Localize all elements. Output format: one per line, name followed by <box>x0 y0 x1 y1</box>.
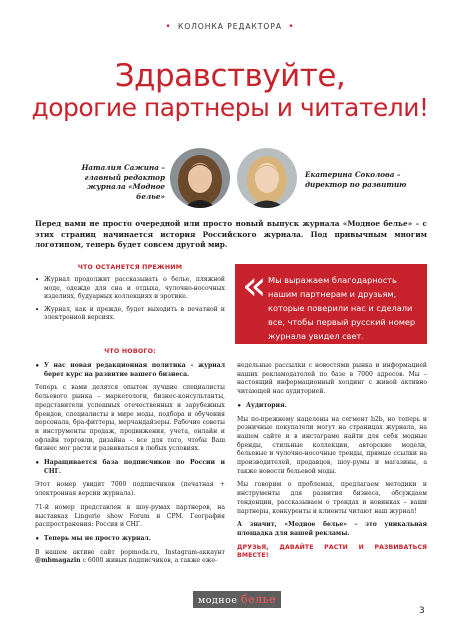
paragraph: Мы по-прежнему нацелены на сегмент b2b, но теперь и розничные покупатели могут на страницах журнала, на нашем сайте и в инстаграме найти для себя модные бренды, стильные коллекции, авторские модели, бельевые и чулочно-носочные тренды, прямые ссылки на производителей, продавцов, шоу-румы и магазины, а также новости бельевой моды. <box>237 415 427 475</box>
paragraph-text: с 6000 живых подписчиков, а также еже- <box>80 557 217 565</box>
editor-right-role: директор по развитию <box>305 179 407 189</box>
paragraph <box>35 549 225 566</box>
editor-right-name: Екатерина Соколова – <box>305 170 401 179</box>
section-title-remains: ЧТО ОСТАНЕТСЯ ПРЕЖНИМ <box>77 264 183 271</box>
rubric-label: КОЛОНКА РЕДАКТОРА <box>178 22 282 31</box>
lead-paragraph: Перед вами не просто очередной или просто новый выпуск журнала «Модное белье» – с этих страниц начинается история Российского журнала. Под привычным многим логотипом, теперь будет совсем другой мир. <box>35 219 427 249</box>
quote-mark-icon: « <box>242 263 267 309</box>
logo-word-2: белье <box>241 593 277 606</box>
right-column <box>237 362 427 566</box>
paragraph: Этот номер увидят 7000 подписчиков (печатная + электронная версии журнала). <box>35 481 225 498</box>
logo-word-1: модное <box>197 595 238 606</box>
magazine-logo <box>193 591 281 608</box>
editor-left-magazine: журнала «Модное белье» <box>87 182 165 201</box>
bullet-heading: • Теперь мы не просто журнал. <box>35 535 225 544</box>
bullet-heading: • Наращивается база подписчиков по России и СНГ. <box>35 459 225 476</box>
editor-left-caption <box>58 163 165 201</box>
editor-left-role: главный редактор <box>84 172 165 182</box>
page-headline <box>0 60 460 121</box>
editor-left-name: Наталия Сажина – <box>81 163 165 172</box>
quote-text: Мы выражаем благодарность нашим партнерам и друзьям, которые поверили нас и сделали все, чтобы первый русский номер журнала увидел свет. <box>268 275 416 341</box>
headline-line-1: Здравствуйте, <box>114 58 346 94</box>
editor-right-caption <box>305 170 415 189</box>
left-column <box>35 362 225 571</box>
bullet-dot-icon: • <box>165 22 172 32</box>
editor-left-photo <box>170 148 230 208</box>
instagram-handle: @mbmagazin <box>35 557 81 565</box>
remains-list <box>35 276 225 327</box>
bullet-heading: • Аудитория. <box>237 402 427 411</box>
list-item: • Журнал, как и прежде, будет выходить в печатной и электронной версиях. <box>35 306 225 323</box>
paragraph: Теперь с вами делятся опытом лучшие специалисты бельевого рынка – маркетологи, бизнес-консультанты, представители успешных отечественных и зарубежных брендов, специалисты в мире моды, подбора и обучения персонала, бра-фиттеры, мерчандайзеры. Рабочие советы и инструменты продаж, продвижения, учета, онлайн и офлайн торговли, дизайна – все для того, чтобы Ваш бизнес мог расти и развиваться в любых условиях. <box>35 384 225 453</box>
paragraph-emphasis: А значит, «Модное белье» – это уникальная площадка для вашей рекламы. <box>237 521 427 537</box>
page-number: 3 <box>419 606 425 616</box>
list-item: • Журнал продолжит рассказывать о белье, пляжной моде, одежде для сна и отдыха, чулочно-носочных изделиях, будуарных коллекциях и эротике. <box>35 276 225 302</box>
bullet-heading: • У нас новая редакционная политика – журнал берет курс на развитие вашего бизнеса. <box>35 362 225 379</box>
section-rubric <box>0 22 460 32</box>
bullet-dot-icon: • <box>288 22 295 32</box>
paragraph-text: В нашем активе сайт popmoda.ru, Instagram-аккаунт <box>35 548 225 556</box>
headline-line-2: дорогие партнеры и читатели! <box>31 92 429 122</box>
pull-quote <box>235 264 427 344</box>
paragraph: недельные рассылки с новостями рынка и информацией наших рекламодателей по базе в 7000 адресов. Мы – настоящий информационный холдинг с живой активно читающей нас аудиторией. <box>237 362 427 396</box>
paragraph: Мы говорим о проблемах, предлагаем методики и инструменты для развития бизнеса, обсуждаем тенденции, рассказываем о трендах и новинках – ваши партнеры, конкуренты и клиенты читают наш журнал! <box>237 481 427 515</box>
paragraph: 71-й номер представлен в шоу-румах партнеров, на выставках Lingerie show Forum и CPM. География распространения: Россия и СНГ. <box>35 503 225 529</box>
closing-call: ДРУЗЬЯ, ДАВАЙТЕ РАСТИ И РАЗВИВАТЬСЯ ВМЕСТЕ! <box>237 543 427 560</box>
editor-right-photo <box>237 148 297 208</box>
section-title-new: ЧТО НОВОГО: <box>104 348 156 355</box>
